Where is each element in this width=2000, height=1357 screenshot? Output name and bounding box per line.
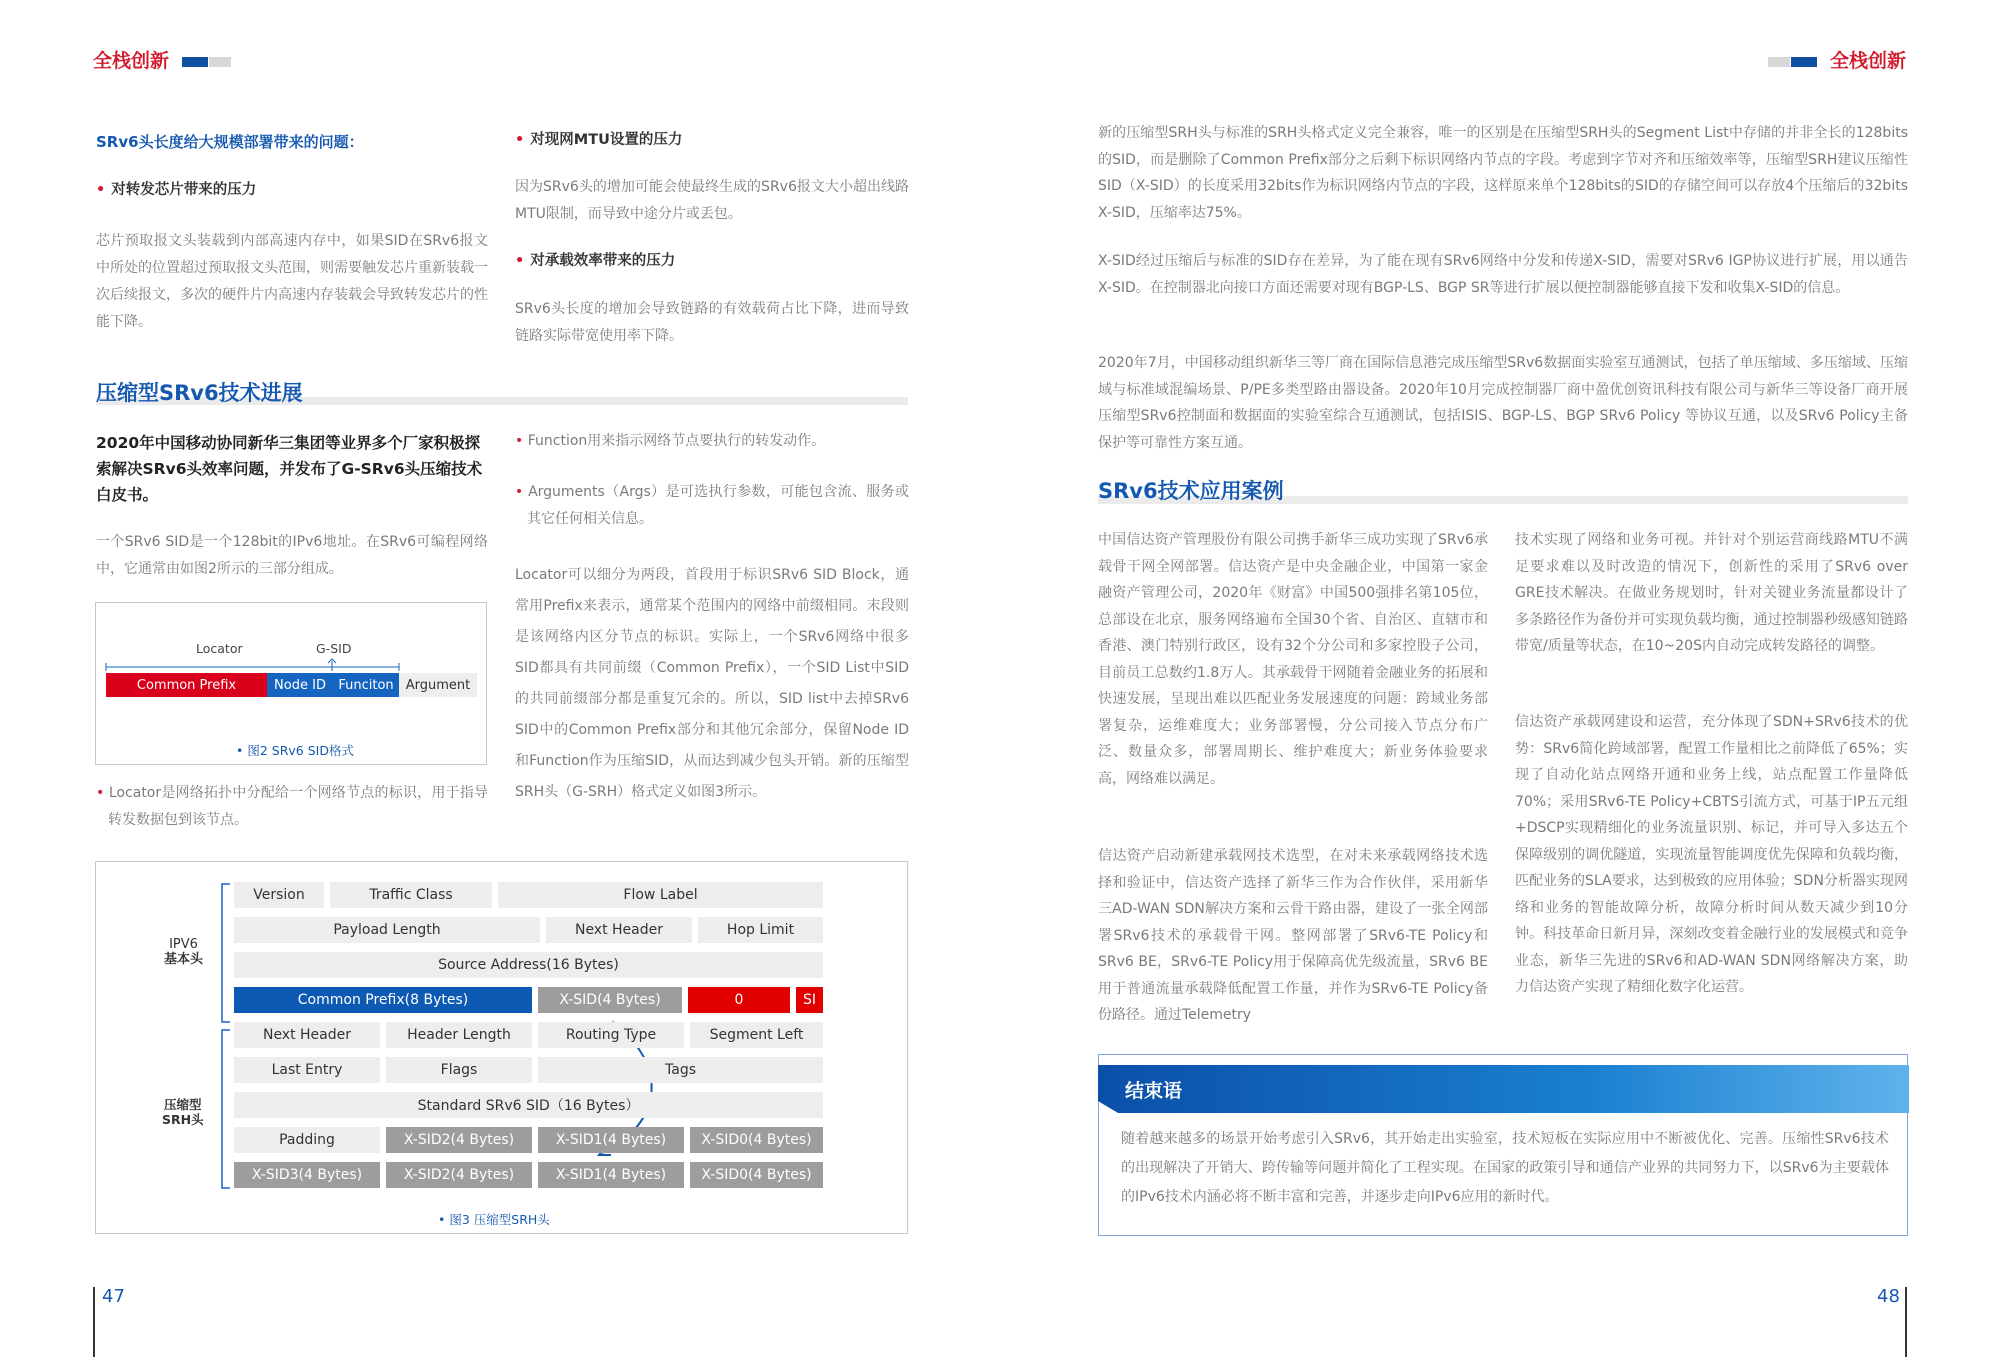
bullet3-text: SRv6头长度的增加会导致链路的有效载荷占比下降，进而导致链路实际带宽使用率下降。 <box>515 301 909 344</box>
bullet2-title: • 对现网MTU设置的压力 <box>515 132 683 148</box>
left-page-line <box>93 1287 95 1357</box>
fig2-bracket-lines <box>96 603 488 683</box>
fig2-argument: Argument <box>399 673 477 697</box>
fig2-gsid-label: G-SID <box>316 641 352 656</box>
right-page-line <box>1905 1287 1907 1357</box>
fig3-tags: Tags <box>538 1057 823 1083</box>
fig3-padding: Padding <box>234 1127 380 1153</box>
left-page-number: 47 <box>102 1286 125 1307</box>
bullet-args: • Arguments（Args）是可选执行参数，可能包含流、服务或其它任何相关信息。 <box>515 484 909 527</box>
conclusion-box <box>1098 1054 1908 1236</box>
fig3-xsid3-row2: X-SID3(4 Bytes) <box>234 1162 380 1188</box>
right-para-1: 新的压缩型SRH头与标准的SRH头格式定义完全兼容，唯一的区别是在压缩型SRH头的Segment List中存储的并非全长的128bits的SID，而是删除了Common Prefix部分之后剩下标识网络内节点的字段。考虑到字节对齐和压缩效率等，压缩型SRH建议压缩性SID（X-SID）的长度采用32bits作为标识网络内节点的字段，这样原来单个128bits的SID的存储空间可以存放4个压缩后的32bits X-SID，压缩率达75%。 <box>1098 125 1908 221</box>
bold-paragraph: 2020年中国移动协同新华三集团等业界多个厂家积极探索解决SRv6头效率问题，并发布了G-SRv6头压缩技术白皮书。 <box>96 434 483 504</box>
bullet2-text: 因为SRv6头的增加可能会使最终生成的SRv6报文大小超出线路MTU限制，而导致中途分片或丢包。 <box>515 179 909 222</box>
left-header-title: 全栈创新 <box>93 50 170 72</box>
right-header-title: 全栈创新 <box>1830 50 1907 72</box>
figure-3-box <box>95 861 908 1234</box>
fig3-hop-limit: Hop Limit <box>698 917 823 943</box>
fig3-next-header: Next Header <box>546 917 692 943</box>
conclusion-banner <box>1098 1065 1909 1113</box>
right-page-number: 48 <box>1877 1286 1900 1307</box>
fig2-function: Funciton <box>333 673 399 697</box>
fig3-common-prefix: Common Prefix(8 Bytes) <box>234 987 532 1013</box>
fig3-xsid1-row2: X-SID1(4 Bytes) <box>538 1162 684 1188</box>
fig2-common-prefix: Common Prefix <box>106 673 267 697</box>
fig3-flow-label: Flow Label <box>498 882 823 908</box>
fig3-routing-type: Routing Type <box>538 1022 684 1048</box>
fig3-zero: 0 <box>688 987 790 1013</box>
fig3-caption: • 图3 压缩型SRH头 <box>438 1212 550 1227</box>
para-locator: Locator可以细分为两段，首段用于标识SRv6 SID Block，通常用Prefix来表示，通常某个范围内的网络中前缀相同。末段则是该网络内区分节点的标识。实际上，一个SRv6网络中很多SID都具有共同前缀（Common Prefix），一个SID List中SID的共同前缀部分都是重复冗余的。所以，SID list中去掉SRv6 SID中的Common Prefix部分和其他冗余部分，保留Node ID和Function作为压缩SID，从而达到减少包头开销。新的压缩型SRH头（G-SRH）格式定义如图3所示。 <box>515 567 909 800</box>
left-header-blue-bar <box>182 57 208 67</box>
right-para-3: 2020年7月，中国移动组织新华三等厂商在国际信息港完成压缩型SRv6数据面实验室互通测试，包括了单压缩域、多压缩域、压缩域与标准域混编场景、P/PE多类型路由器设备。2020年10月完成控制器厂商中盈优创资讯科技有限公司与新华三等设备厂商开展压缩型SRv6控制面和数据面的实验室综合互通测试，包括ISIS、BGP-LS、BGP SRv6 Policy 等协议互通，以及SRv6 Policy主备保护等可靠性方案互通。 <box>1098 355 1908 451</box>
fig3-xsid1-row1: X-SID1(4 Bytes) <box>538 1127 684 1153</box>
fig3-source-address: Source Address(16 Bytes) <box>234 952 823 978</box>
fig3-standard-sid: Standard SRv6 SID（16 Bytes） <box>234 1092 823 1118</box>
fig3-traffic-class: Traffic Class <box>330 882 492 908</box>
conclusion-title: 结束语 <box>1125 1080 1183 1102</box>
fig3-header-length: Header Length <box>386 1022 532 1048</box>
fig3-xsid2-row1: X-SID2(4 Bytes) <box>386 1127 532 1153</box>
fig3-last-entry: Last Entry <box>234 1057 380 1083</box>
bullet1-text: 芯片预取报文头装载到内部高速内存中，如果SID在SRv6报文中所处的位置超过预取报文头范围，则需要触发芯片重新装载一次后续报文，多次的硬件片内高速内存装载会导致转发芯片的性能下降。 <box>96 233 488 330</box>
right-col1-para2: 信达资产启动新建承载网技术选型，在对未来承载网络技术选择和验证中，信达资产选择了新华三作为合作伙伴，采用新华三AD-WAN SDN解决方案和云骨干路由器，建设了一张全网部署SRv6技术的承载骨干网。整网部署了SRv6-TE Policy和SRv6 BE，SRv6-TE Policy用于保障高优先级流量，SRv6 BE用于普通流量承载降低配置工作量，并作为SRv6-TE Policy备份路径。通过Telemetry <box>1098 848 1488 1023</box>
intro-heading: SRv6头长度给大规模部署带来的问题： <box>96 133 364 151</box>
right-col2-para2: 信达资产承载网建设和运营，充分体现了SDN+SRv6技术的优势：SRv6简化跨域部署，配置工作量相比之前降低了65%；实现了自动化站点网络开通和业务上线，站点配置工作量降低70%；采用SRv6-TE Policy+CBTS引流方式，可基于IP五元组+DSCP实现精细化的业务流量识别、标记，并可导入多达五个保障级别的调优隧道，实现流量智能调度优先保障和负载均衡，匹配业务的SLA要求，达到极致的应用体验；SDN分析器实现网络和业务的智能故障分析，故障分析时间从数天减少到10分钟。科技革命日新月异，深刻改变着金融行业的发展模式和竞争业态，新华三先进的SRv6和AD-WAN SDN网络解决方案，助力信达资产实现了精细化数字化运营。 <box>1515 714 1908 995</box>
bullet-locator: • Locator是网络拓扑中分配给一个网络节点的标识，用于指导转发数据包到该节点。 <box>96 785 488 828</box>
fig3-flags: Flags <box>386 1057 532 1083</box>
right-para-2: X-SID经过压缩后与标准的SID存在差异，为了能在现有SRv6网络中分发和传递X-SID，需要对SRv6 IGP协议进行扩展，用以通告X-SID。在控制器北向接口方面还需要对现有BGP-LS、BGP SR等进行扩展以便控制器能够直接下发和收集X-SID的信息。 <box>1098 253 1908 296</box>
conclusion-text: 随着越来越多的场景开始考虑引入SRv6，其开始走出实验室，技术短板在实际应用中不断被优化、完善。压缩性SRv6技术的出现解决了开销大、跨传输等问题并简化了工程实现。在国家的政策引导和通信产业界的共同努力下，以SRv6为主要载体的IPv6技术内涵必将不断丰富和完善，并逐步走向IPv6应用的新时代。 <box>1121 1131 1889 1205</box>
fig3-xsid2-row2: X-SID2(4 Bytes) <box>386 1162 532 1188</box>
right-col2-para1: 技术实现了网络和业务可视。并针对个别运营商线路MTU不满足要求难以及时改造的情况下，创新性的采用了SRv6 over GRE技术解决。在做业务规划时，针对关键业务流量都设计了多条路径作为备份并可实现负载均衡，通过控制器秒级感知链路带宽/质量等状态，在10~20S内自动完成转发路径的调整。 <box>1515 532 1908 654</box>
right-header-gray-bar <box>1768 57 1790 67</box>
bullet3-title: • 对承载效率带来的压力 <box>515 253 676 269</box>
section-title-srv6-cases: SRv6技术应用案例 <box>1098 479 1284 503</box>
fig3-xsid: X-SID(4 Bytes) <box>538 987 682 1013</box>
figure-2-box <box>95 602 487 765</box>
section-title-compressed-srv6: 压缩型SRv6技术进展 <box>96 381 303 405</box>
fig3-si: SI <box>796 987 823 1013</box>
fig3-srh-label: 压缩型 SRH头 <box>162 1097 204 1127</box>
right-header-blue-bar <box>1791 57 1817 67</box>
fig3-version: Version <box>234 882 324 908</box>
fig3-payload-length: Payload Length <box>234 917 540 943</box>
fig2-caption: • 图2 SRv6 SID格式 <box>236 743 354 758</box>
fig3-segment-left: Segment Left <box>690 1022 823 1048</box>
right-col1-para1: 中国信达资产管理股份有限公司携手新华三成功实现了SRv6承载骨干网全网部署。信达资产是中央金融企业，中国第一家金融资产管理公司，2020年《财富》中国500强排名第105位，总部设在北京，服务网络遍布全国30个省、自治区、直辖市和香港、澳门特别行政区，设有32个分公司和多家控股子公司，目前员工总数约1.8万人。其承载骨干网随着金融业务的拓展和快速发展，呈现出难以匹配业务发展速度的问题：跨域业务部署复杂，运维难度大；业务部署慢，分公司接入节点分布广泛、数量众多，部署周期长、维护难度大；新业务体验要求高，网络难以满足。 <box>1098 532 1488 787</box>
fig3-ipv6-label: IPV6 基本头 <box>164 937 204 967</box>
fig3-next-header-2: Next Header <box>234 1022 380 1048</box>
fig2-locator-label: Locator <box>196 641 243 656</box>
para-sid: 一个SRv6 SID是一个128bit的IPv6地址。在SRv6可编程网络中，它通常由如图2所示的三部分组成。 <box>96 534 488 577</box>
fig3-xsid0-row1: X-SID0(4 Bytes) <box>690 1127 823 1153</box>
bullet1-title: • 对转发芯片带来的压力 <box>96 182 257 198</box>
left-header-gray-bar <box>209 57 231 67</box>
fig3-xsid0-row2: X-SID0(4 Bytes) <box>690 1162 823 1188</box>
bullet-function: • Function用来指示网络节点要执行的转发动作。 <box>515 433 826 449</box>
fig2-node-id: Node ID <box>267 673 333 697</box>
